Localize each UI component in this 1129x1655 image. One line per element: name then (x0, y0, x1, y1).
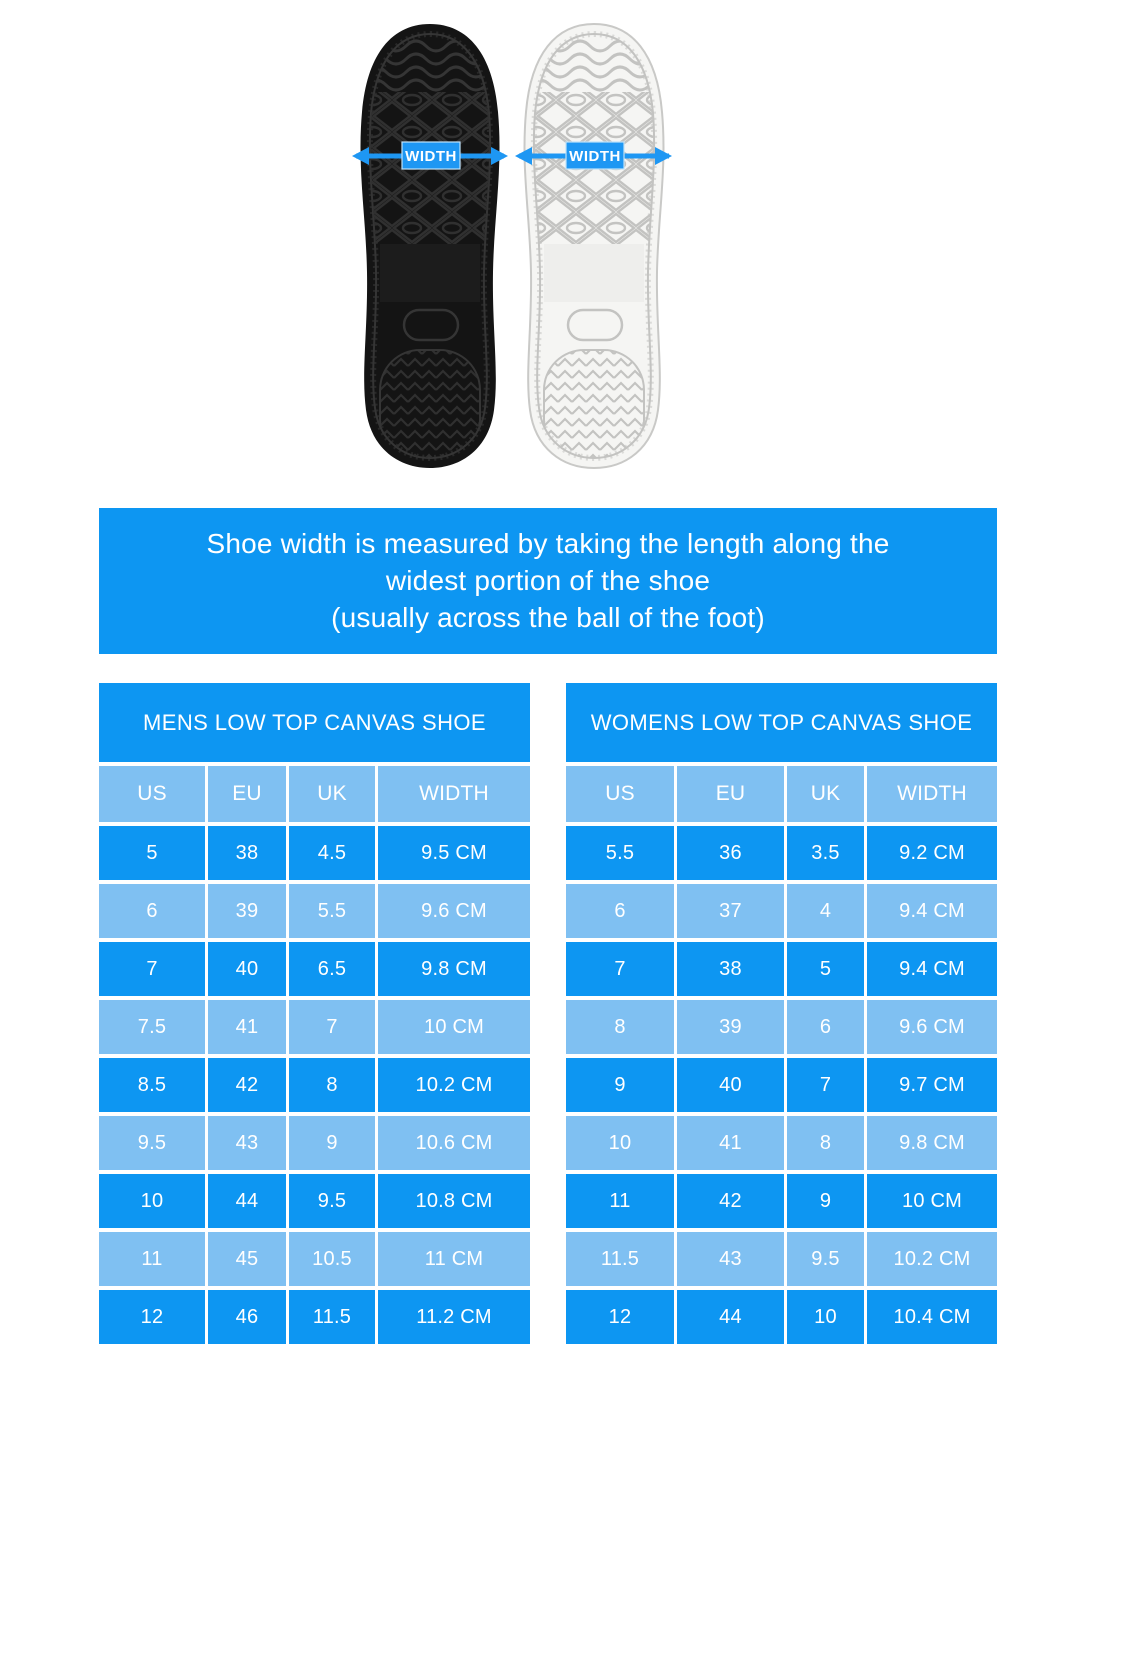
column-header: UK (289, 766, 375, 822)
table-cell: 5.5 (566, 826, 674, 880)
table-row (99, 1290, 530, 1344)
column-header: EU (677, 766, 784, 822)
table-cell: 11 (566, 1174, 674, 1228)
table-cell: 9 (787, 1174, 864, 1228)
table-cell: 12 (566, 1290, 674, 1344)
table-cell: 7.5 (99, 1000, 205, 1054)
banner-line-3: (usually across the ball of the foot) (331, 602, 765, 633)
table-cell: 44 (677, 1290, 784, 1344)
table-row (566, 1290, 997, 1344)
table-cell: 41 (208, 1000, 286, 1054)
table-cell: 10 (99, 1174, 205, 1228)
table-cell: 42 (208, 1058, 286, 1112)
table-cell: 10.5 (289, 1232, 375, 1286)
table-cell: 39 (677, 1000, 784, 1054)
banner-line-2: widest portion of the shoe (385, 565, 711, 596)
table-cell: 11 CM (378, 1232, 530, 1286)
table-cell: 9.5 CM (378, 826, 530, 880)
table-cell: 36 (677, 826, 784, 880)
table-cell: 10.6 CM (378, 1116, 530, 1170)
table-cell: 10.4 CM (867, 1290, 997, 1344)
table-cell: 10 CM (378, 1000, 530, 1054)
table-cell: 8 (566, 1000, 674, 1054)
table-cell: 5 (787, 942, 864, 996)
table-row (99, 1116, 530, 1170)
column-header: WIDTH (867, 766, 997, 822)
table-cell: 7 (566, 942, 674, 996)
table-cell: 9.6 CM (867, 1000, 997, 1054)
black-sole (360, 24, 499, 468)
table-cell: 3.5 (787, 826, 864, 880)
table-row (99, 826, 530, 880)
table-row (566, 826, 997, 880)
mens-size-table (99, 683, 530, 1344)
table-row (566, 1174, 997, 1228)
table-row (99, 1058, 530, 1112)
table-row (566, 1058, 997, 1112)
width-label-right: WIDTH (569, 148, 621, 165)
table-header-row (566, 766, 997, 822)
table-cell: 9.4 CM (867, 884, 997, 938)
table-cell: 8 (787, 1116, 864, 1170)
table-row (566, 1000, 997, 1054)
table-cell: 11.5 (289, 1290, 375, 1344)
table-cell: 10 (566, 1116, 674, 1170)
table-cell: 9.5 (289, 1174, 375, 1228)
table-row (566, 1232, 997, 1286)
table-cell: 11 (99, 1232, 205, 1286)
table-row (99, 1232, 530, 1286)
table-cell: 44 (208, 1174, 286, 1228)
table-row (99, 1174, 530, 1228)
table-cell: 43 (677, 1232, 784, 1286)
column-header: US (99, 766, 205, 822)
table-cell: 5 (99, 826, 205, 880)
column-header: UK (787, 766, 864, 822)
table-cell: 9.4 CM (867, 942, 997, 996)
table-cell: 41 (677, 1116, 784, 1170)
table-cell: 45 (208, 1232, 286, 1286)
table-cell: 10.2 CM (867, 1232, 997, 1286)
table-cell: 40 (208, 942, 286, 996)
white-sole (524, 24, 663, 468)
table-cell: 9.8 CM (867, 1116, 997, 1170)
table-cell: 8.5 (99, 1058, 205, 1112)
column-header: US (566, 766, 674, 822)
width-explanation-banner (99, 508, 997, 654)
womens-table-title: WOMENS LOW TOP CANVAS SHOE (566, 683, 997, 762)
table-cell: 10.8 CM (378, 1174, 530, 1228)
table-cell: 39 (208, 884, 286, 938)
column-header: EU (208, 766, 286, 822)
table-row (566, 884, 997, 938)
table-cell: 11.2 CM (378, 1290, 530, 1344)
table-cell: 9.5 (99, 1116, 205, 1170)
table-cell: 6 (99, 884, 205, 938)
table-cell: 9.2 CM (867, 826, 997, 880)
table-cell: 9 (566, 1058, 674, 1112)
table-cell: 7 (289, 1000, 375, 1054)
banner-line-1: Shoe width is measured by taking the length along the (206, 528, 890, 559)
table-cell: 37 (677, 884, 784, 938)
table-cell: 7 (787, 1058, 864, 1112)
table-cell: 4.5 (289, 826, 375, 880)
table-cell: 38 (208, 826, 286, 880)
table-cell: 9.6 CM (378, 884, 530, 938)
table-cell: 6 (566, 884, 674, 938)
table-row (99, 1000, 530, 1054)
table-cell: 9.7 CM (867, 1058, 997, 1112)
table-cell: 9.8 CM (378, 942, 530, 996)
table-cell: 10 (787, 1290, 864, 1344)
width-label-left: WIDTH (405, 148, 457, 165)
table-cell: 43 (208, 1116, 286, 1170)
soles-svg (352, 20, 672, 472)
womens-size-table (566, 683, 997, 1344)
table-cell: 10.2 CM (378, 1058, 530, 1112)
table-header-row (99, 766, 530, 822)
table-cell: 40 (677, 1058, 784, 1112)
table-row (99, 942, 530, 996)
table-row (566, 1116, 997, 1170)
table-cell: 6.5 (289, 942, 375, 996)
column-header: WIDTH (378, 766, 530, 822)
table-cell: 4 (787, 884, 864, 938)
table-cell: 38 (677, 942, 784, 996)
table-cell: 10 CM (867, 1174, 997, 1228)
table-row (99, 884, 530, 938)
table-cell: 5.5 (289, 884, 375, 938)
table-cell: 46 (208, 1290, 286, 1344)
table-cell: 8 (289, 1058, 375, 1112)
table-cell: 7 (99, 942, 205, 996)
table-cell: 9 (289, 1116, 375, 1170)
table-cell: 42 (677, 1174, 784, 1228)
table-cell: 9.5 (787, 1232, 864, 1286)
table-row (566, 942, 997, 996)
mens-table-title: MENS LOW TOP CANVAS SHOE (99, 683, 530, 762)
table-cell: 6 (787, 1000, 864, 1054)
table-cell: 12 (99, 1290, 205, 1344)
table-cell: 11.5 (566, 1232, 674, 1286)
shoe-soles-illustration (352, 20, 672, 472)
